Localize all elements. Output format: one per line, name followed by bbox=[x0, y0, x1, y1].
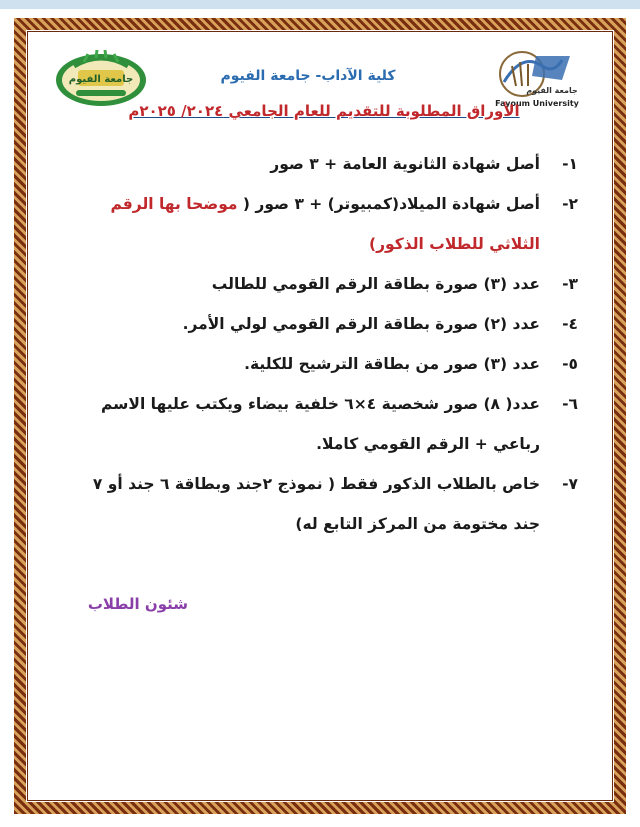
item-number: ٣- bbox=[562, 275, 578, 293]
item-text: أصل شهادة الثانوية العامة + ٣ صور bbox=[270, 155, 540, 173]
item-text: عدد (٢) صورة بطاقة الرقم القومي لولي الأمر. bbox=[182, 315, 540, 333]
item-text: عدد (٣) صور من بطاقة الترشيح للكلية. bbox=[244, 355, 540, 373]
item-text: عدد (٣) صورة بطاقة الرقم القومي للطالب bbox=[211, 275, 540, 293]
document-page bbox=[28, 32, 612, 800]
list-item bbox=[68, 264, 578, 304]
item-text: عدد( ٨) صور شخصية ٤×٦ خلفية بيضاء ويكتب عليها الاسم رباعي + الرقم القومي كاملا. bbox=[101, 395, 540, 453]
list-item bbox=[68, 344, 578, 384]
item-number: ٥- bbox=[562, 355, 578, 373]
faculty-logo bbox=[54, 48, 148, 108]
list-item bbox=[68, 464, 578, 544]
student-affairs-signature: شئون الطلاب bbox=[87, 595, 188, 613]
top-strip bbox=[0, 0, 640, 9]
requirements-list bbox=[68, 144, 578, 544]
item-number: ١- bbox=[562, 155, 578, 173]
item-number: ٤- bbox=[562, 315, 578, 333]
faculty-emblem-icon bbox=[54, 48, 148, 108]
university-name-en: Fayoum University bbox=[495, 99, 579, 108]
item-highlight: موضحا بها الرقم الثلاثي للطلاب الذكور) bbox=[110, 195, 540, 253]
item-number: ٧- bbox=[562, 475, 578, 493]
list-item bbox=[68, 144, 578, 184]
item-text: أصل شهادة الميلاد(كمبيوتر) + ٣ صور ( bbox=[237, 195, 540, 213]
item-text: خاص بالطلاب الذكور فقط ( نموذج ٢جند وبطاقة ٦ جند أو ٧ جند مختومة من المركز التابع له) bbox=[92, 475, 540, 533]
list-item bbox=[68, 184, 578, 264]
page-title: الأوراق المطلوبة للتقديم للعام الجامعي ٢٠٢٤/ ٢٠٢٥م bbox=[128, 102, 520, 120]
item-number: ٢- bbox=[562, 195, 578, 213]
item-number: ٦- bbox=[562, 395, 578, 413]
university-name-ar: جامعة الفيوم bbox=[526, 86, 578, 95]
list-item bbox=[68, 304, 578, 344]
faculty-emblem-text: جامعة الفيوم bbox=[68, 74, 134, 85]
list-item bbox=[68, 384, 578, 464]
college-name: كلية الآداب- جامعة الفيوم bbox=[220, 68, 396, 84]
